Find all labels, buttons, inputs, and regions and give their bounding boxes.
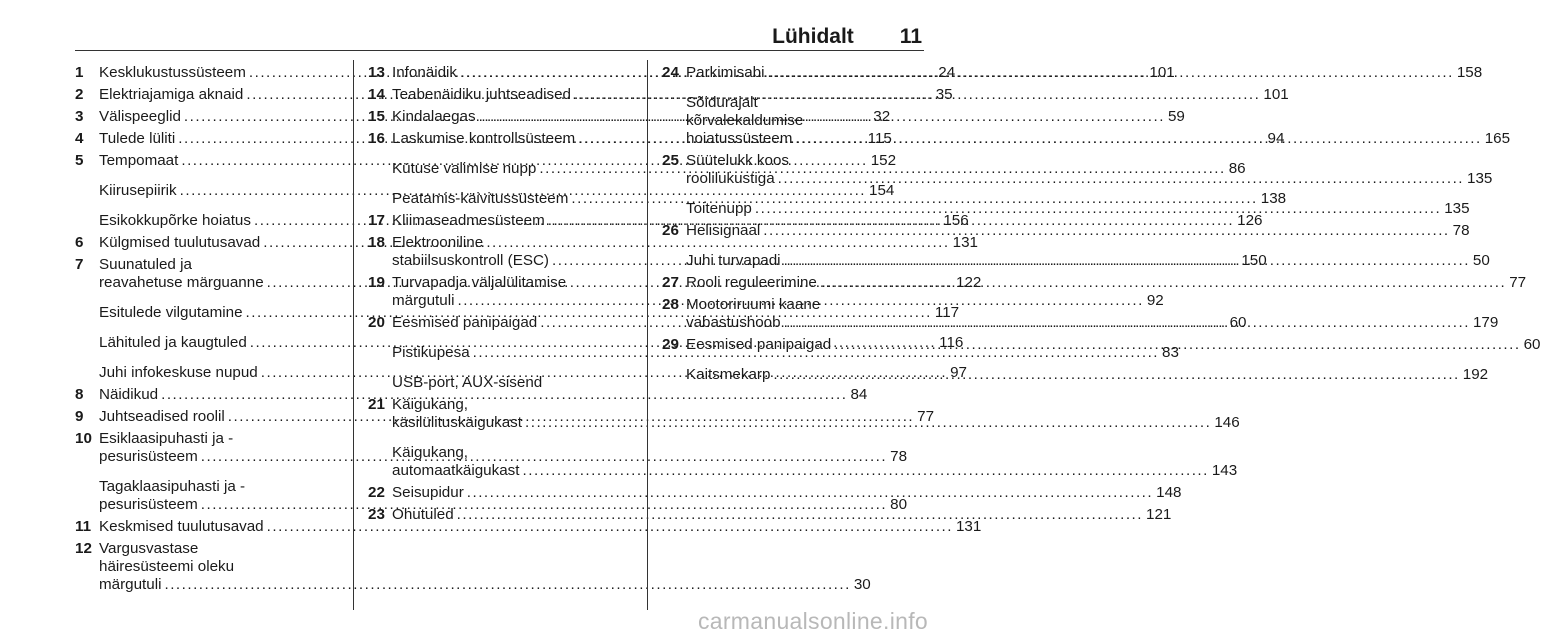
entry-number: 5 [75,152,84,169]
entry-label: Näidikud [99,386,159,403]
index-entry [368,374,626,392]
entry-number: 2 [75,86,84,103]
entry-label: Esitulede vilgutamine [99,304,243,321]
entry-page-number: 179 [1472,314,1499,331]
entry-label: Vargusvastase [99,540,199,557]
entry-page-number: 135 [1444,200,1470,217]
dot-leader [784,314,1470,332]
entry-number [75,182,99,200]
entry-page-number: 60 [1229,314,1247,331]
entry-page-number: 192 [1462,366,1489,383]
entry-number: 18 [368,234,385,251]
dot-leader [820,274,1506,292]
entry-label: Turvapadja väljalülitamise [392,274,567,291]
entry-page-number: 30 [853,576,871,593]
entry-number [368,374,392,392]
entry-page-number: 138 [1260,190,1287,207]
entry-label: automaatkäigukast [392,462,520,479]
entry-page-number: 135 [1467,170,1493,187]
dot-leader [795,130,1481,148]
entry-number [368,444,392,480]
entry-page-number: 154 [869,182,895,199]
entry-number: 12 [75,540,92,557]
entry-number [368,190,392,208]
entry-label: Peatamis-käivitussüsteem [392,190,569,207]
entry-page-number: 158 [1456,64,1483,81]
dot-leader [778,170,1464,188]
entry-page-number: 122 [956,274,982,291]
entry-number: 26 [662,222,679,239]
dot-leader [164,576,850,594]
entry-label: Elektriajamiga aknaid [99,86,244,103]
entry-label: Välispeeglid [99,108,181,125]
entry-page-number: 156 [943,212,969,229]
entry-label: Laskumise kontrollsüsteem [392,130,576,147]
entry-number [662,200,686,218]
entry-page-number: 35 [935,86,953,103]
dot-leader [784,252,1470,270]
index-entry [368,506,1172,524]
watermark: carmanualsonline.info [697,608,928,634]
entry-number: 16 [368,130,385,147]
entry-page-number: 146 [1214,414,1240,431]
entry-label: käsilülituskäigukast [392,414,522,431]
entry-label: roolilukustiga [686,170,775,187]
entry-number: 29 [662,336,679,353]
entry-page-number: 83 [1162,344,1179,361]
entry-page-number: 115 [867,130,892,147]
entry-label: Esiklaasipuhasti ja - [99,430,234,447]
entry-label: Käigukang, [392,444,468,461]
entry-label: Parkimisabi [686,64,765,81]
entry-page-number: 59 [1167,108,1185,125]
entry-number: 14 [368,86,385,103]
entry-label: Käigukang, [392,396,468,413]
entry-number [75,212,99,230]
entry-number [75,478,99,514]
entry-page-number: 131 [952,234,978,251]
entry-label: Tulede lüliti [99,130,176,147]
entry-label: pesurisüsteem [99,496,198,513]
entry-page-number: 77 [917,408,935,425]
entry-label: märgutuli [392,292,455,309]
entry-label: märgutuli [99,576,162,593]
index-entry [662,200,1470,218]
entry-number: 9 [75,408,84,425]
entry-label: Esikokkupõrke hoiatus [99,212,251,229]
entry-page-number: 117 [934,304,960,321]
entry-page-number: 150 [1241,252,1267,269]
entry-label: Ohutuled [392,506,454,523]
entry-label: Rooli reguleerimine [686,274,817,291]
entry-number: 20 [368,314,385,331]
dot-leader [755,200,1441,218]
entry-label: Juhi infokeskuse nupud [99,364,258,381]
dot-leader [763,222,1449,240]
entry-label: Infonäidik [392,64,458,81]
entry-label: Kiirusepiirik [99,182,177,199]
entry-label: Kesklukustussüsteem [99,64,246,81]
entry-label: reavahetuse märguanne [99,274,264,291]
entry-number: 21 [368,396,385,413]
entry-page-number: 165 [1484,130,1511,147]
entry-page-number: 101 [1263,86,1289,103]
entry-label: Pistikupesa [392,344,470,361]
entry-label: Elektrooniline [392,234,484,251]
entry-label: kõrvalekaldumise [686,112,804,129]
entry-number: 28 [662,296,679,313]
entry-label: stabiilsuskontroll (ESC) [392,252,549,269]
dot-leader [834,336,1520,354]
entry-label: Süütelukk koos [686,152,789,169]
section-title: Lühidalt [772,25,854,48]
dot-leader [773,366,1459,384]
entry-page-number: 97 [950,364,968,381]
entry-number: 25 [662,152,679,169]
entry-page-number: 92 [1146,292,1164,309]
entry-label: häiresüsteemi oleku [99,558,235,575]
index-entry [368,484,1182,502]
entry-number [662,366,686,384]
entry-number [75,334,99,352]
entry-number: 6 [75,234,84,251]
entry-number [662,252,686,270]
entry-label: Sõidurajalt [686,94,758,111]
entry-number: 8 [75,386,84,403]
entry-number: 1 [75,64,84,81]
entry-page-number: 148 [1156,484,1182,501]
entry-page-number: 84 [850,386,868,403]
entry-number [75,364,99,382]
entry-page-number: 50 [1472,252,1490,269]
entry-page-number: 86 [1228,160,1246,177]
entry-number: 24 [662,64,679,81]
entry-number: 11 [75,518,92,535]
entry-page-number: 121 [1146,506,1172,523]
dot-leader [523,462,1209,480]
entry-number: 15 [368,108,385,125]
entry-page-number: 60 [1523,336,1541,353]
entry-number: 19 [368,274,385,291]
dot-leader [457,506,1143,524]
page-header [772,25,922,49]
entry-label: Külgmised tuulutusavad [99,234,261,251]
entry-page-number: 101 [1149,64,1175,81]
index-entry [662,222,1470,240]
entry-label: Kütuse valimise nupp [392,160,537,177]
entry-number: 17 [368,212,385,229]
entry-label: Juhi turvapadi [686,252,781,269]
entry-number: 27 [662,274,679,291]
column-divider [647,60,648,610]
entry-page-number: 78 [890,448,908,465]
entry-number: 13 [368,64,385,81]
column-divider [353,60,354,610]
entry-number: 7 [75,256,84,273]
entry-page-number: 94 [1267,130,1285,147]
entry-number [662,94,686,148]
entry-label: Tempomaat [99,152,179,169]
entry-page-number: 24 [938,64,956,81]
entry-page-number: 32 [873,108,891,125]
entry-label: Helisignaal [686,222,761,239]
entry-page-number: 152 [870,152,897,169]
index-entry [75,386,868,404]
dot-leader [768,64,1454,82]
dot-leader [467,484,1153,502]
entry-label: Eesmised panipaigad [392,314,538,331]
entry-number: 10 [75,430,92,447]
entry-label: Kindalaegas [392,108,476,125]
entry-page-number: 131 [955,518,982,535]
entry-label: Kliimaseadmesüsteem [392,212,545,229]
entry-label: Keskmised tuulutusavad [99,518,264,535]
entry-page-number: 126 [1237,212,1263,229]
entry-number: 23 [368,506,385,523]
header-rule [75,50,924,51]
entry-label: Toitenupp [686,200,752,217]
entry-page-number: 143 [1211,462,1238,479]
entry-label: hoiatussüsteem [686,130,793,147]
entry-number: 4 [75,130,84,147]
index-entry [75,518,982,536]
entry-page-number: 78 [1452,222,1470,239]
entry-label: Juhtseadised roolil [99,408,225,425]
entry-label: Kaitsmekarp [686,366,771,383]
entry-label: Eesmised panipaigad [686,336,832,353]
entry-number: 3 [75,108,84,125]
entry-label: Lähituled ja kaugtuled [99,334,247,351]
entry-page-number: 77 [1509,274,1527,291]
entry-label: USB-port, AUX-sisend [392,374,543,391]
entry-label: pesurisüsteem [99,448,198,465]
entry-page-number: 80 [890,496,908,513]
page-number: 11 [899,25,922,48]
index-entry [75,540,871,594]
entry-number [368,344,392,362]
entry-label: Teabenäidiku juhtseadised [392,86,572,103]
entry-label: Mootoriruumi kaane [686,296,821,313]
entry-number [368,160,392,178]
entry-label: Seisupidur [392,484,464,501]
entry-label: Suunatuled ja [99,256,192,273]
entry-page-number: 116 [939,334,964,351]
entry-number [75,304,99,322]
entry-label: Tagaklaasipuhasti ja - [99,478,246,495]
entry-number: 22 [368,484,385,501]
entry-label: vabastushoob [686,314,781,331]
dot-leader [525,414,1211,432]
